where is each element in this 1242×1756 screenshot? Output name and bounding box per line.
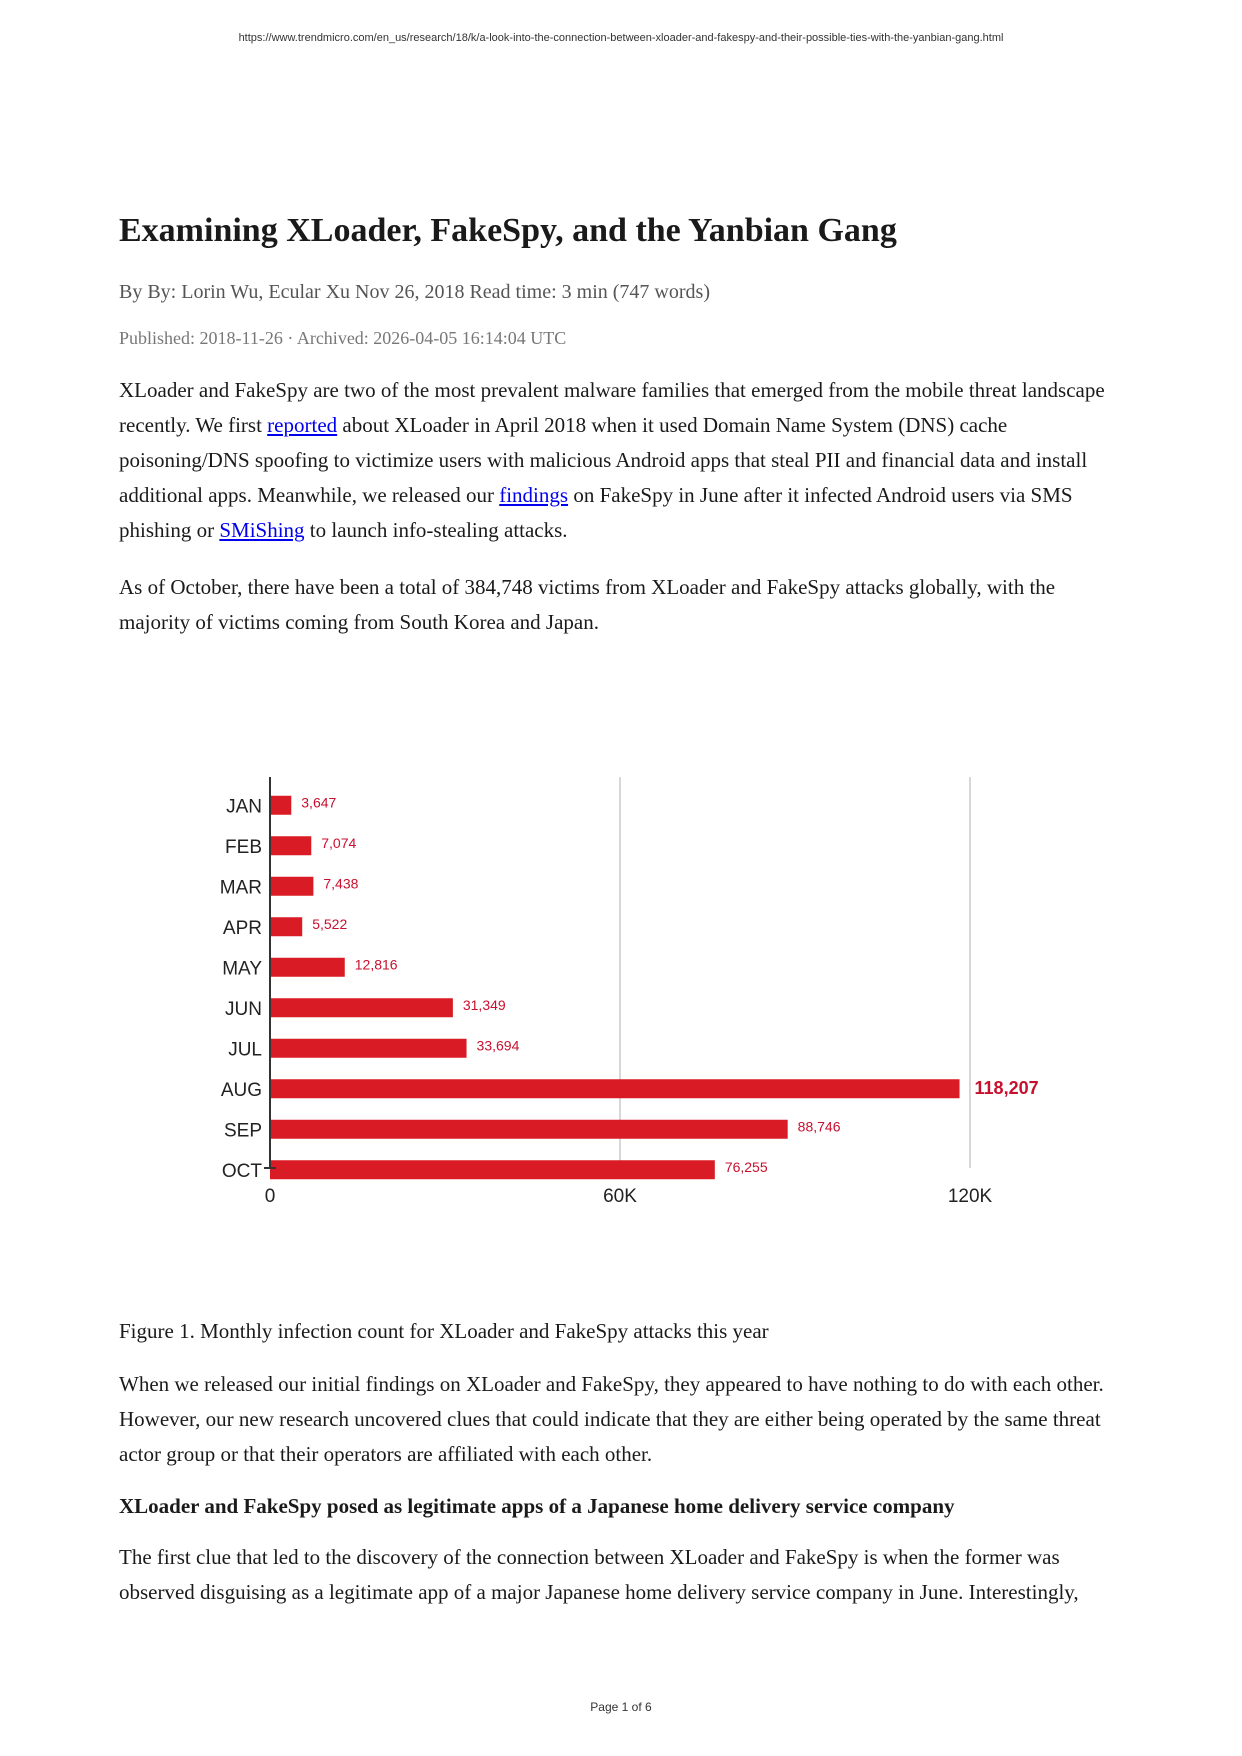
intro-text-1: XLoader and FakeSpy are two of the most prevalent malware families that emerged from the mobile threat landscape recently. We first [119,378,1105,437]
value-label-sep: 88,746 [797,1118,841,1135]
category-label-jul: JUL [228,1039,262,1061]
section-heading: XLoader and FakeSpy posed as legitimate apps of a Japanese home delivery service company [119,1494,955,1518]
intro-text-4: to launch info-stealing attacks. [304,518,568,542]
published-info: Published: 2018-11-26 · Archived: 2026-04-05 16:14:04 UTC [119,328,567,348]
bar-may [270,958,345,977]
bar-oct [270,1160,715,1179]
bar-sep [270,1120,788,1139]
value-label-jun: 31,349 [462,996,506,1013]
value-label-jul: 33,694 [476,1037,520,1054]
byline: By By: Lorin Wu, Ecular Xu Nov 26, 2018 Read time: 3 min (747 words) [119,281,710,303]
category-label-apr: APR [222,917,262,939]
value-label-feb: 7,074 [321,834,357,851]
category-label-jun: JUN [225,998,262,1020]
bar-mar [270,877,313,896]
value-label-oct: 76,255 [724,1158,768,1175]
intro-paragraph [119,373,1129,548]
reported-link[interactable]: reported [267,413,338,437]
bar-jan [270,796,291,815]
intro-text-2: about XLoader in April 2018 when it used Domain Name System (DNS) cache poisoning/DNS spoofing to victimize users with malicious Android apps that steal PII and financial data and install additional apps. Meanwhile, we released our [119,413,1088,507]
page-title: Examining XLoader, FakeSpy, and the Yanbian Gang [119,212,897,249]
value-label-may: 12,816 [354,956,398,973]
infection-chart-svg [205,770,1039,1210]
smishing-link[interactable]: SMiShing [219,518,305,542]
category-label-may: MAY [222,958,262,980]
category-label-jan: JAN [226,796,262,818]
value-label-aug: 118,207 [974,1077,1039,1098]
value-label-mar: 7,438 [323,875,359,892]
tick-label-2: 120K [947,1186,993,1207]
infection-chart [205,770,1039,1210]
intro-text-3: on FakeSpy in June after it infected Android users via SMS phishing or [119,483,1073,542]
page-url: https://www.trendmicro.com/en_us/research/18/k/a-look-into-the-connection-between-xloader-and-fakespy-and-their-possible-ties-with-the-yanbian-gang.html [238,32,1004,44]
victims-paragraph: As of October, there have been a total of 384,748 victims from XLoader and FakeSpy attacks globally, with the majority of victims coming from South Korea and Japan. [119,575,1056,634]
article [119,210,1129,640]
category-label-sep: SEP [223,1120,262,1142]
page-number: Page 1 of 6 [590,1700,652,1714]
category-label-oct: OCT [221,1160,262,1182]
value-label-apr: 5,522 [312,915,348,932]
bar-jun [270,998,453,1017]
clue-paragraph: The first clue that led to the discovery of the connection between XLoader and FakeSpy is when the former was observed disguising as a legitimate app of a major Japanese home delivery service company in June. Interestingly, [119,1545,1079,1604]
article-continued [119,1367,1129,1610]
bar-aug [270,1079,960,1098]
value-label-jan: 3,647 [301,794,337,811]
tick-label-1: 60K [603,1186,637,1207]
figure-caption: Figure 1. Monthly infection count for XLoader and FakeSpy attacks this year [119,1319,769,1343]
bar-jul [270,1039,467,1058]
findings-paragraph: When we released our initial findings on XLoader and FakeSpy, they appeared to have nothing to do with each other. However, our new research uncovered clues that could indicate that they are either being operated by the same threat actor group or that their operators are affiliated with each other. [119,1372,1104,1466]
findings-link[interactable]: findings [499,483,569,507]
tick-label-0: 0 [264,1186,276,1207]
bar-apr [270,917,302,936]
category-label-mar: MAR [219,877,262,899]
category-label-aug: AUG [220,1079,262,1101]
bar-feb [270,836,311,855]
category-label-feb: FEB [225,836,262,858]
